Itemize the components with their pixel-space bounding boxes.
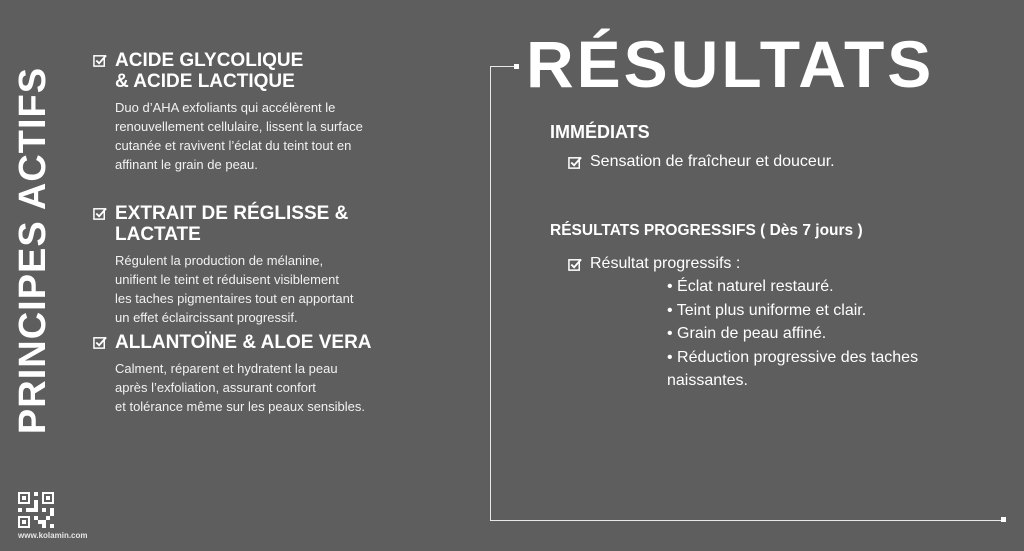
desc-line: unifient le teint et réduisent visiblement <box>115 272 340 287</box>
website-url: www.kolamin.com <box>18 531 88 540</box>
progressive-bullet-list <box>667 275 987 393</box>
ingredient-allantoin <box>93 332 433 416</box>
ingredient-description <box>115 251 433 327</box>
desc-line: renouvellement cellulaire, lissent la surface <box>115 119 363 134</box>
desc-line: un effet éclaircissant progressif. <box>115 310 298 325</box>
side-title <box>12 40 56 460</box>
ingredient-title-line2: & ACIDE LACTIQUE <box>115 71 295 92</box>
bracket-top-line <box>490 66 516 67</box>
bracket-end-dot <box>1001 517 1006 522</box>
progressive-item <box>568 253 740 275</box>
desc-line: et tolérance même sur les peaux sensibles. <box>115 399 366 414</box>
progressive-item-text: Résultat progressifs : <box>590 255 741 272</box>
ingredient-title: EXTRAIT DE RÉGLISSE & LACTATE <box>115 203 349 245</box>
checked-box-icon <box>568 155 583 170</box>
list-item: • Teint plus uniforme et clair. <box>667 301 867 319</box>
list-item: • Éclat naturel restauré. <box>667 278 834 295</box>
desc-line: les taches pigmentaires tout en apportant <box>115 291 354 306</box>
ingredient-description <box>115 359 433 416</box>
results-title: RÉSULTATS <box>526 27 935 101</box>
ingredient-title: ACIDE GLYCOLIQUE <box>115 50 304 71</box>
desc-line: après l’exfoliation, assurant confort <box>115 380 316 395</box>
list-item: • Grain de peau affiné. <box>667 325 827 342</box>
ingredient-description <box>115 98 433 174</box>
ingredient-title: ALLANTOÏNE & ALOE VERA <box>115 332 372 353</box>
checked-box-icon <box>93 206 108 221</box>
list-item: naissantes. <box>667 372 748 389</box>
desc-line: cutanée et ravivent l’éclat du teint tout en <box>115 138 352 153</box>
ingredient-aha <box>93 50 433 174</box>
progressive-heading: RÉSULTATS PROGRESSIFS ( Dès 7 jours ) <box>550 222 863 239</box>
immediate-item <box>568 151 835 173</box>
immediate-item-text: Sensation de fraîcheur et douceur. <box>590 153 835 170</box>
side-title-text: PRINCIPES ACTIFS <box>12 66 55 434</box>
checked-box-icon <box>93 335 108 350</box>
desc-line: Calment, réparent et hydratent la peau <box>115 361 338 376</box>
desc-line: affinant le grain de peau. <box>115 157 258 172</box>
bracket-end-dot <box>514 64 519 69</box>
checked-box-icon <box>568 257 583 272</box>
desc-line: Duo d’AHA exfoliants qui accélèrent le <box>115 100 336 115</box>
desc-line: Régulent la production de mélanine, <box>115 253 324 268</box>
list-item: • Réduction progressive des taches <box>667 348 919 366</box>
checked-box-icon <box>93 53 108 68</box>
qr-code-icon <box>18 492 54 528</box>
immediate-heading: IMMÉDIATS <box>550 122 650 142</box>
ingredient-licorice <box>93 203 433 327</box>
